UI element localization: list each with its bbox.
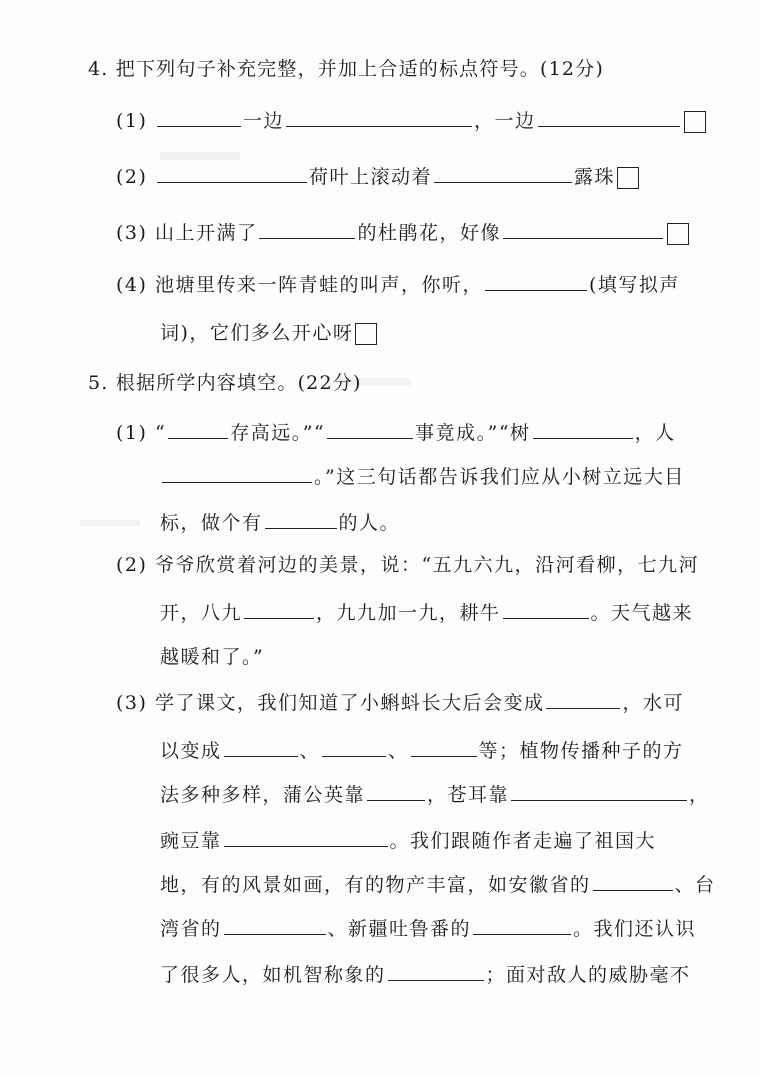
punctuation-box[interactable]	[667, 223, 689, 245]
punctuation-box[interactable]	[617, 167, 639, 189]
q5-item-2-line-2	[160, 598, 693, 626]
item-text: ，一边	[473, 110, 536, 132]
q5-item-3-line-7	[160, 960, 691, 988]
item-text: 以变成	[160, 740, 222, 762]
q5-item-3-line-3	[160, 780, 710, 808]
item-text: 学了课文，我们知道了小蝌蚪长大后会变成	[154, 692, 545, 714]
item-number: (4)	[116, 274, 148, 296]
answer-blank[interactable]	[224, 914, 326, 935]
item-text: (填写拟声	[588, 274, 680, 296]
answer-blank[interactable]	[367, 780, 425, 801]
item-text: 标，做个有	[160, 512, 263, 534]
item-text: 。天气越来	[590, 602, 694, 624]
answer-blank[interactable]	[224, 736, 298, 757]
item-text: “	[154, 422, 167, 444]
item-text: 荷叶上滚动着	[308, 166, 432, 188]
q5-item-3-line-1	[116, 688, 684, 716]
answer-blank[interactable]	[286, 106, 472, 127]
answer-blank[interactable]	[259, 218, 355, 239]
item-text: ，人	[634, 422, 676, 444]
punctuation-box[interactable]	[684, 111, 706, 133]
q4-item-4-cont	[160, 320, 377, 346]
q5-title: 5. 根据所学内容填空。(22分)	[88, 372, 362, 394]
answer-blank[interactable]	[327, 418, 413, 439]
item-text: 开，八九	[160, 602, 243, 624]
answer-blank[interactable]	[157, 106, 241, 127]
answer-blank[interactable]	[322, 736, 386, 757]
item-text: 词)，它们多么开心呀	[160, 322, 354, 344]
answer-blank[interactable]	[546, 688, 620, 709]
q5-item-3-line-2	[160, 736, 684, 764]
item-text: 的人。	[338, 512, 401, 534]
item-text: 等；植物传播种子的方	[478, 740, 684, 762]
answer-blank[interactable]	[533, 418, 633, 439]
scan-smudge	[80, 520, 140, 526]
item-text: ，苍耳靠	[427, 784, 510, 806]
item-number: (2)	[116, 554, 148, 576]
q4-item-4	[116, 270, 680, 298]
item-text: 。”这三句话都告诉我们应从小树立远大目	[314, 466, 685, 488]
answer-blank[interactable]	[162, 462, 312, 483]
item-text: 法多种多样，蒲公英靠	[160, 784, 366, 806]
item-text: 池塘里传来一阵青蛙的叫声，你听，	[154, 274, 483, 296]
punctuation-box[interactable]	[355, 323, 377, 345]
item-number: (1)	[116, 422, 148, 444]
q5-item-3-line-6	[160, 914, 696, 942]
item-text: 。我们还认识	[573, 918, 697, 940]
item-text: 、台	[674, 874, 716, 896]
answer-blank[interactable]	[434, 162, 572, 183]
item-text: 的杜鹃花，好像	[357, 222, 501, 244]
scan-smudge	[160, 152, 240, 160]
q5-item-1-line-1	[116, 418, 676, 446]
item-text: ，	[689, 784, 710, 806]
item-text: ；面对敌人的威胁毫不	[485, 964, 691, 986]
item-text: 地，有的风景如画，有的物产丰富，如安徽省的	[160, 874, 591, 896]
answer-blank[interactable]	[485, 270, 587, 291]
answer-blank[interactable]	[388, 960, 484, 981]
answer-blank[interactable]	[244, 598, 314, 619]
item-text: ，九九加一九，耕牛	[316, 602, 501, 624]
answer-blank[interactable]	[157, 162, 307, 183]
q5-item-1-line-3	[160, 508, 400, 536]
answer-blank[interactable]	[265, 508, 337, 529]
item-number: (1)	[116, 110, 148, 132]
q4-item-1	[116, 106, 706, 134]
item-text: 一边	[242, 110, 284, 132]
q4-item-3	[116, 218, 689, 246]
item-text: 越暖和了。”	[160, 646, 265, 668]
item-text: 了很多人，如机智称象的	[160, 964, 386, 986]
item-text: 爷爷欣赏着河边的美景，说：“五九六九，沿河看柳，七九河	[154, 554, 700, 576]
item-text: 、	[388, 740, 409, 762]
item-number: (3)	[116, 222, 148, 244]
item-number: (2)	[116, 166, 148, 188]
item-text: 露珠	[573, 166, 615, 188]
q5-item-1-line-2	[160, 462, 685, 490]
answer-blank[interactable]	[168, 418, 228, 439]
item-text: 湾省的	[160, 918, 222, 940]
q5-item-2-line-1	[116, 552, 699, 578]
answer-blank[interactable]	[411, 736, 477, 757]
q5-item-2-line-3	[160, 644, 264, 670]
item-number: (3)	[116, 692, 148, 714]
q5-item-3-line-5	[160, 870, 716, 898]
answer-blank[interactable]	[473, 914, 571, 935]
q5-item-3-line-4	[160, 826, 656, 854]
item-text: ，水可	[622, 692, 684, 714]
answer-blank[interactable]	[503, 218, 663, 239]
item-text: 事竟成。”“树	[415, 422, 531, 444]
item-text: 豌豆靠	[160, 830, 222, 852]
item-text: 、新疆吐鲁番的	[327, 918, 472, 940]
answer-blank[interactable]	[593, 870, 673, 891]
answer-blank[interactable]	[503, 598, 589, 619]
answer-blank[interactable]	[511, 780, 687, 801]
answer-blank[interactable]	[538, 106, 680, 127]
item-text: 、	[299, 740, 321, 762]
item-text: 山上开满了	[154, 222, 258, 244]
q4-title: 4. 把下列句子补充完整，并加上合适的标点符号。(12分)	[88, 58, 604, 80]
answer-blank[interactable]	[224, 826, 388, 847]
q4-item-2	[116, 162, 639, 190]
item-text: 。我们跟随作者走遍了祖国大	[389, 830, 657, 852]
item-text: 存高远。”“	[230, 422, 326, 444]
